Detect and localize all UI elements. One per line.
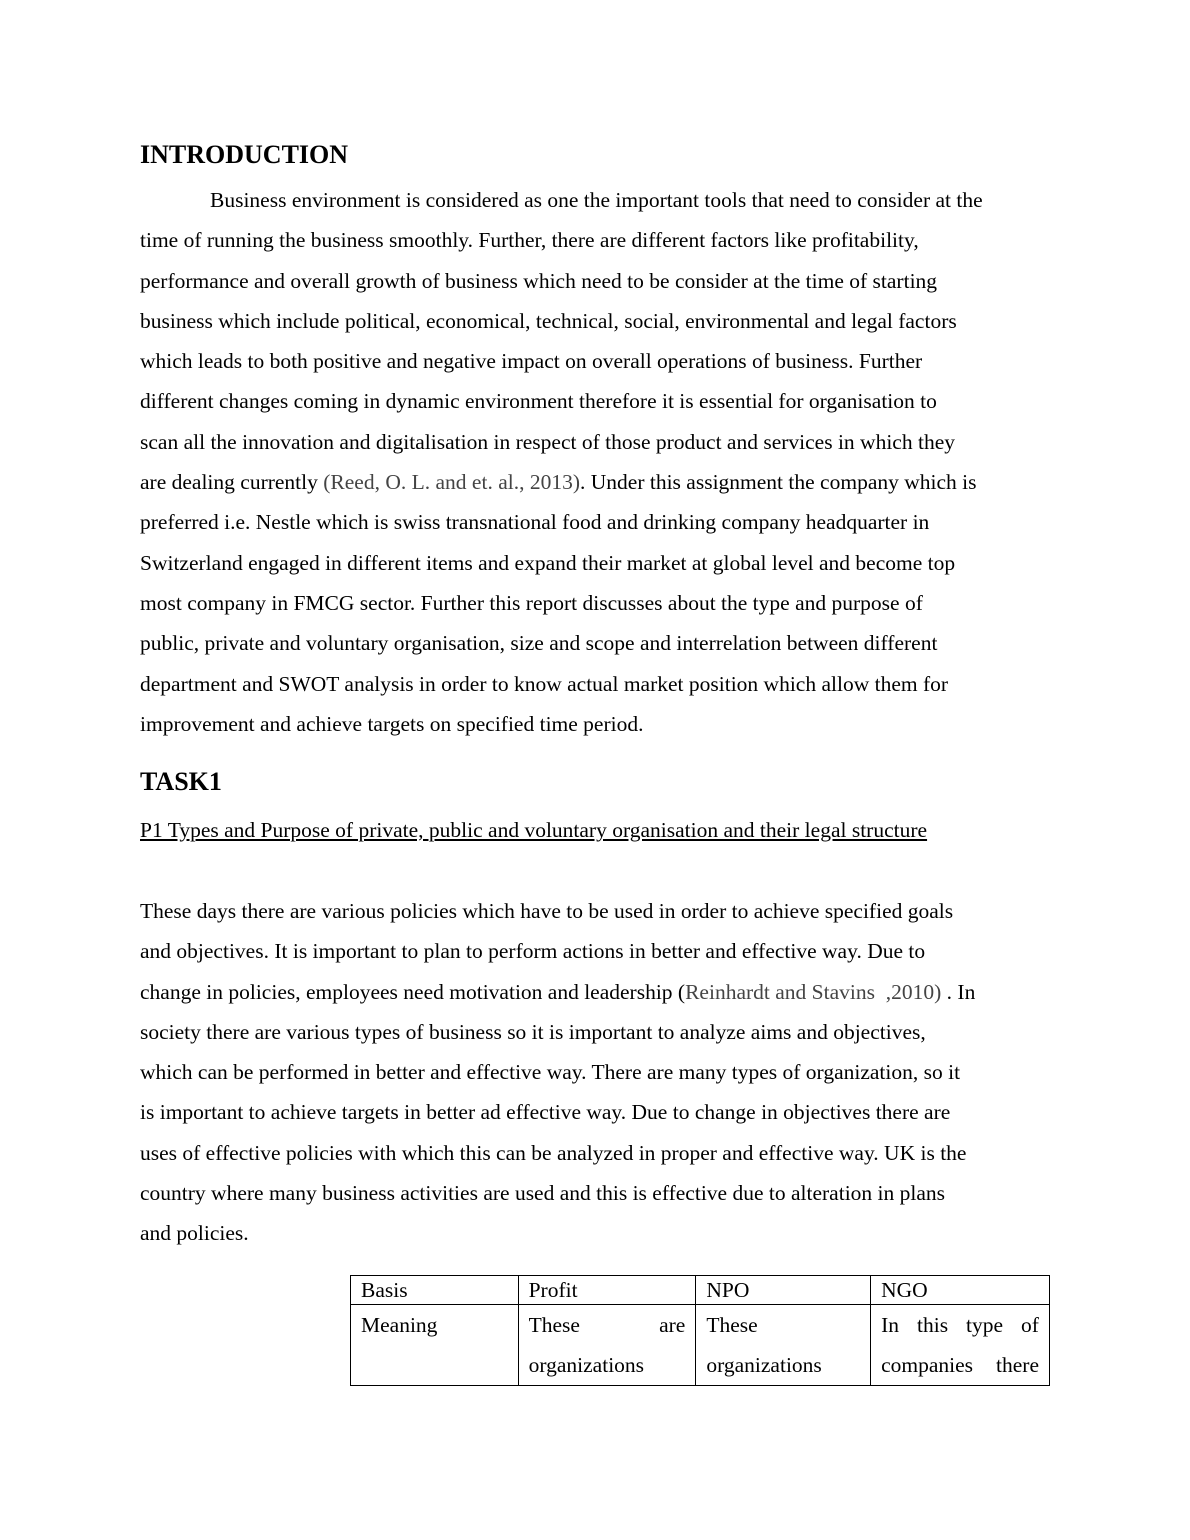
task1-subheading: P1 Types and Purpose of private, public and voluntary organisation and their legal structure bbox=[140, 818, 928, 842]
text-line: which leads to both positive and negative impact on overall operations of business. Further bbox=[140, 349, 923, 374]
word: organizations bbox=[528, 1353, 645, 1377]
intro-paragraph bbox=[140, 180, 1060, 744]
word: of bbox=[1021, 1313, 1039, 1337]
text-line: different changes coming in dynamic environment therefore it is essential for organisation to bbox=[140, 389, 937, 414]
word: companies bbox=[881, 1353, 974, 1377]
table-row bbox=[351, 1305, 1050, 1386]
word: These bbox=[528, 1313, 580, 1337]
text: . In bbox=[941, 979, 976, 1004]
text-line: These days there are various policies which have to be used in order to achieve specified goals bbox=[140, 899, 954, 923]
text-line: and policies. bbox=[140, 1221, 249, 1246]
text-line: department and SWOT analysis in order to know actual market position which allow them for bbox=[140, 671, 949, 696]
word: there bbox=[996, 1353, 1039, 1377]
task1-heading: TASK1 bbox=[140, 767, 222, 796]
word: are bbox=[659, 1313, 686, 1337]
table-cell bbox=[518, 1305, 696, 1386]
text-line: society there are various types of business so it is important to analyze aims and objectives, bbox=[140, 1019, 926, 1044]
header-cell: Basis bbox=[351, 1276, 519, 1305]
text-line: scan all the innovation and digitalisation in respect of those product and services in which they bbox=[140, 429, 955, 454]
table-cell bbox=[696, 1305, 871, 1386]
task1-paragraph bbox=[140, 891, 1060, 1254]
text-line: time of running the business smoothly. Further, there are different factors like profitability, bbox=[140, 228, 919, 253]
text: are dealing currently bbox=[140, 470, 324, 495]
text-line bbox=[140, 462, 1060, 502]
text-line: is important to achieve targets in better ad effective way. Due to change in objectives there are bbox=[140, 1100, 951, 1125]
citation: (Reed, O. L. and et. al., 2013) bbox=[323, 470, 580, 495]
word: In bbox=[881, 1313, 900, 1337]
text-line: performance and overall growth of business which need to be consider at the time of starting bbox=[140, 268, 938, 293]
text-line: preferred i.e. Nestle which is swiss transnational food and drinking company headquarter in bbox=[140, 510, 930, 535]
text-line: most company in FMCG sector. Further this report discusses about the type and purpose of bbox=[140, 590, 923, 615]
text-line: uses of effective policies with which this can be analyzed in proper and effective way. UK is the bbox=[140, 1140, 967, 1165]
text-line: and objectives. It is important to plan to perform actions in better and effective way. Due to bbox=[140, 939, 926, 964]
header-cell: Profit bbox=[518, 1276, 696, 1305]
intro-heading: INTRODUCTION bbox=[140, 140, 349, 169]
word: this bbox=[917, 1313, 949, 1337]
text-line: improvement and achieve targets on specified time period. bbox=[140, 711, 644, 736]
text-line: country where many business activities are used and this is effective due to alteration in plans bbox=[140, 1181, 946, 1206]
text-line: business which include political, economical, technical, social, environmental and legal factors bbox=[140, 308, 957, 333]
word: These bbox=[706, 1313, 758, 1337]
header-cell: NPO bbox=[696, 1276, 871, 1305]
text-line: public, private and voluntary organisation, size and scope and interrelation between different bbox=[140, 631, 938, 656]
text: change in policies, employees need motivation and leadership ( bbox=[140, 979, 686, 1004]
table-cell bbox=[871, 1305, 1050, 1386]
header-cell: NGO bbox=[871, 1276, 1050, 1305]
text-line bbox=[140, 972, 1060, 1012]
text: . Under this assignment the company which is bbox=[580, 470, 977, 495]
table-header-row bbox=[351, 1276, 1050, 1305]
citation: Reinhardt and Stavins ,2010) bbox=[685, 979, 942, 1004]
word: type bbox=[966, 1313, 1004, 1337]
text-line: Switzerland engaged in different items and expand their market at global level and become top bbox=[140, 550, 956, 575]
table-cell: Meaning bbox=[351, 1305, 519, 1386]
text-line: Business environment is considered as one the important tools that need to consider at the bbox=[210, 188, 983, 212]
text-line: which can be performed in better and effective way. There are many types of organization, so it bbox=[140, 1060, 961, 1085]
organisation-comparison-table bbox=[350, 1275, 1050, 1386]
word: organizations bbox=[706, 1353, 822, 1377]
